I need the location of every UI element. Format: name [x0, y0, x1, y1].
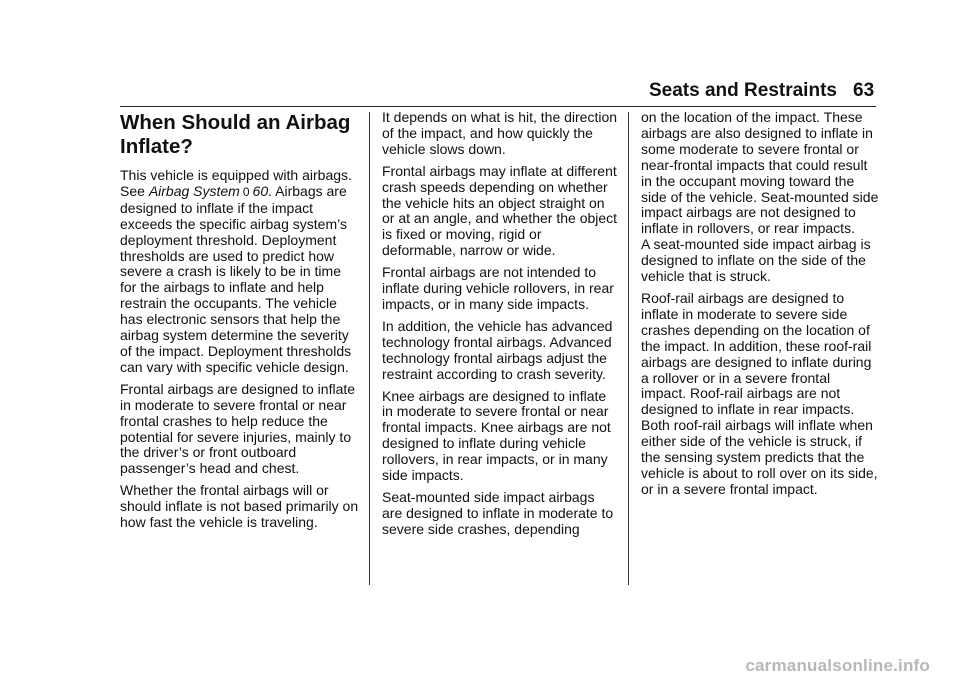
paragraph: Roof-rail airbags are designed to inflate in moderate to severe side crashes depending on the location of the impact. In addition, these roof-rail airbags are designed to inflate during a rollover or in a severe frontal impact. Roof-rail airbags are not designed to inflate in rear impacts. Both roof-rail airbags will inflate when either side of the vehicle is struck, if the sensing system predicts that the vehicle is about to roll over on its side, or in a severe frontal impact.: [641, 289, 878, 497]
cross-reference-link[interactable]: Airbag System: [148, 182, 240, 199]
paragraph: [120, 168, 360, 376]
paragraph: Frontal airbags are not intended to inflate during vehicle rollovers, in rear impacts, or in many side impacts.: [382, 264, 614, 312]
paragraph: In addition, the vehicle has advanced technology frontal airbags. Advanced technology frontal airbags adjust the restraint according to crash severity.: [382, 317, 613, 382]
paragraph: Frontal airbags may inflate at different crash speeds depending on whether the vehicle hits an object straight on or at an angle, and whether the object is fixed or moving, rigid or deformable, narrow or wide.: [382, 162, 618, 259]
paragraph-text: This vehicle is equipped with airbags. See: [120, 167, 352, 199]
paragraph: Whether the frontal airbags will or should inflate is not based primarily on how fast the vehicle is traveling.: [120, 482, 359, 531]
paragraph: Frontal airbags are designed to inflate in moderate to severe frontal or near frontal crashes to help reduce the potential for severe injuries, mainly to the driver’s or front outboard passenger’s head and chest.: [120, 380, 356, 477]
column-divider: [628, 112, 629, 585]
column-1: [120, 110, 360, 537]
paragraph: Knee airbags are designed to inflate in moderate to severe frontal or near frontal impacts. Knee airbags are not designed to inflate during vehicle rollovers, in rear impacts, or in many side impacts.: [382, 387, 611, 484]
column-2: [382, 110, 618, 544]
cross-reference-page[interactable]: 60: [252, 182, 269, 199]
column-divider: [369, 112, 370, 585]
column-3: [641, 110, 879, 504]
paragraph: A seat-mounted side impact airbag is designed to inflate on the side of the vehicle that is struck.: [641, 236, 871, 285]
paragraph-text: . Airbags are designed to inflate if the impact exceeds the specific airbag system’s deployment threshold. Deployment thresholds are used to predict how severe a crash is likely to be in time for the airbags to inflate and help restrain the occupants. The vehicle has electronic sensors that help the airbag system determine the severity of the impact. Deployment thresholds can vary with specific vehicle design.: [120, 182, 352, 375]
page-number: 63: [853, 80, 875, 101]
section-heading: When Should an Airbag Inflate?: [120, 111, 351, 158]
watermark: carmanualsonline.info: [745, 656, 930, 675]
paragraph: Seat-mounted side impact airbags are designed to inflate in moderate to severe side crashes, depending: [382, 488, 614, 537]
paragraph: It depends on what is hit, the direction of the impact, and how quickly the vehicle slows down.: [382, 109, 618, 157]
paragraph: on the location of the impact. These airbags are also designed to inflate in some moderate to severe frontal or near-frontal impacts that could result in the occupant moving toward the side of the vehicle. Seat-mounted side impact airbags are not designed to inflate in rollovers, or rear impacts.: [641, 109, 879, 237]
header-rule: [120, 106, 876, 107]
page-reference-icon: 0: [242, 184, 250, 199]
running-header-title: Seats and Restraints: [649, 80, 837, 101]
